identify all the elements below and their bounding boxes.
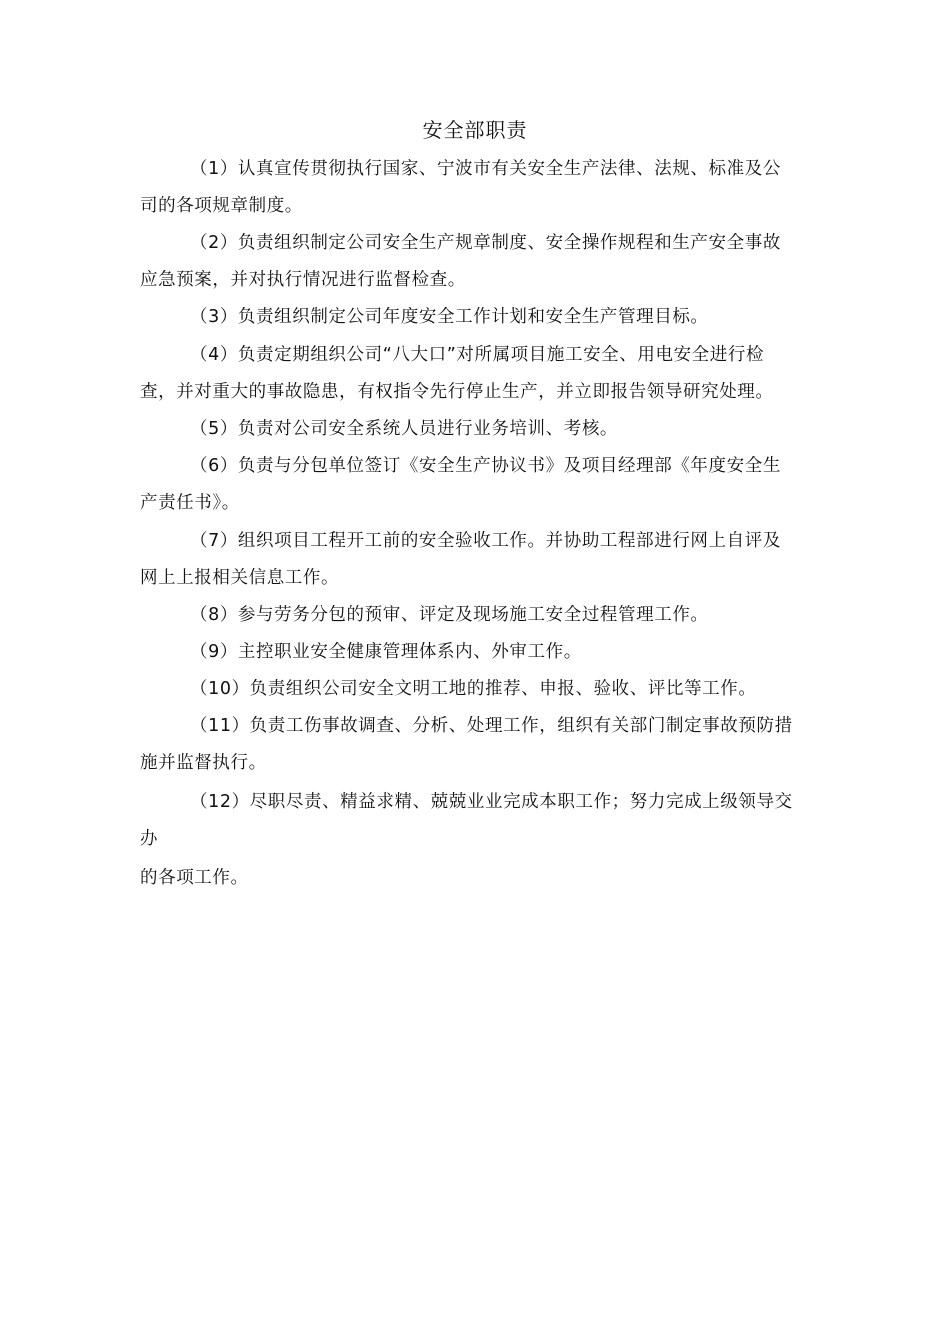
document-title: 安全部职责 (422, 118, 528, 142)
paragraph-5-line-1: （5）负责对公司安全系统人员进行业务培训、考核。 (190, 419, 619, 439)
paragraph-12-line-1: （12）尽职尽责、精益求精、兢兢业业完成本职工作；努力完成上级领导交 (190, 792, 793, 812)
paragraph-12-line-2: 办 (140, 829, 159, 849)
paragraph-9-line-1: （9）主控职业安全健康管理体系内、外审工作。 (190, 642, 582, 662)
paragraph-4-line-1: （4）负责定期组织公司“八大口”对所属项目施工安全、用电安全进行检 (190, 345, 765, 365)
paragraph-3-line-1: （3）负责组织制定公司年度安全工作计划和安全生产管理目标。 (190, 307, 709, 327)
paragraph-7-line-2: 网上上报相关信息工作。 (140, 568, 340, 588)
paragraph-1-line-2: 司的各项规章制度。 (140, 196, 303, 216)
paragraph-2-line-1: （2）负责组织制定公司安全生产规章制度、安全操作规程和生产安全事故 (190, 233, 781, 253)
paragraph-7-line-1: （7）组织项目工程开工前的安全验收工作。并协助工程部进行网上自评及 (190, 531, 781, 551)
paragraph-11-line-2: 施并监督执行。 (140, 753, 267, 773)
paragraph-6-line-2: 产责任书》。 (140, 493, 240, 513)
paragraph-12-line-3: 的各项工作。 (140, 868, 249, 888)
paragraph-4-line-2: 查，并对重大的事故隐患，有权指令先行停止生产，并立即报告领导研究处理。 (140, 382, 774, 402)
paragraph-1-line-1: （1）认真宣传贯彻执行国家、宁波市有关安全生产法律、法规、标准及公 (190, 159, 781, 179)
paragraph-11-line-1: （11）负责工伤事故调查、分析、处理工作，组织有关部门制定事故预防措 (190, 716, 793, 736)
paragraph-10-line-1: （10）负责组织公司安全文明工地的推荐、申报、验收、评比等工作。 (190, 679, 757, 699)
paragraph-6-line-1: （6）负责与分包单位签订《安全生产协议书》及项目经理部《年度安全生 (190, 456, 781, 476)
paragraph-2-line-2: 应急预案，并对执行情况进行监督检查。 (140, 270, 466, 290)
paragraph-8-line-1: （8）参与劳务分包的预审、评定及现场施工安全过程管理工作。 (190, 605, 709, 625)
